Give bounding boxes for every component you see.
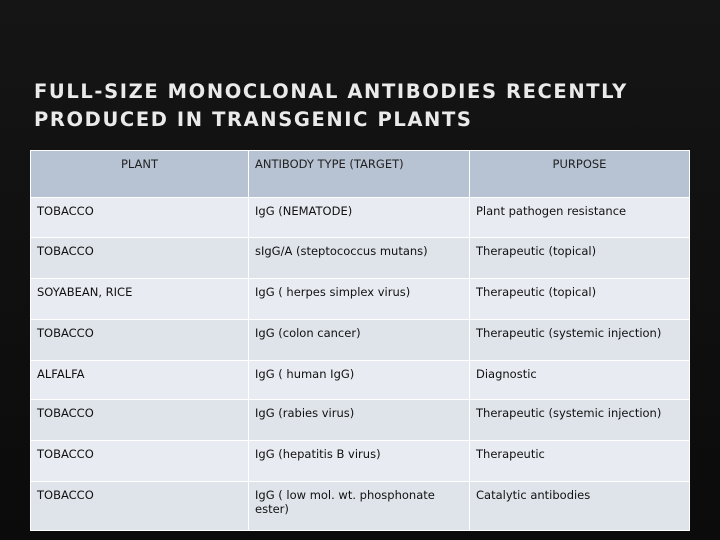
- cell-antibody: IgG ( herpes simplex virus): [249, 279, 470, 320]
- cell-plant: TOBACCO: [31, 441, 249, 482]
- table-row: [31, 198, 690, 238]
- cell-antibody: IgG ( low mol. wt. phosphonate ester): [249, 482, 470, 531]
- cell-purpose: Therapeutic (systemic injection): [470, 320, 690, 361]
- cell-plant: TOBACCO: [31, 482, 249, 531]
- cell-plant: TOBACCO: [31, 238, 249, 279]
- cell-purpose: Therapeutic (topical): [470, 279, 690, 320]
- cell-purpose: Diagnostic: [470, 361, 690, 400]
- table-row: [31, 361, 690, 400]
- header-plant: PLANT: [31, 151, 249, 198]
- cell-purpose: Catalytic antibodies: [470, 482, 690, 531]
- slide-title: [34, 78, 694, 134]
- header-antibody-type: ANTIBODY TYPE (TARGET): [249, 151, 470, 198]
- cell-purpose: Therapeutic: [470, 441, 690, 482]
- cell-plant: TOBACCO: [31, 400, 249, 441]
- table-row: [31, 320, 690, 361]
- table-row: [31, 441, 690, 482]
- table-row: [31, 238, 690, 279]
- cell-antibody: IgG (hepatitis B virus): [249, 441, 470, 482]
- slide-title-line-2: PRODUCED IN TRANSGENIC PLANTS: [34, 108, 473, 131]
- antibody-table: [30, 150, 690, 531]
- cell-antibody: IgG (rabies virus): [249, 400, 470, 441]
- table-header-row: [31, 151, 690, 198]
- table-row: [31, 482, 690, 531]
- cell-antibody: sIgG/A (steptococcus mutans): [249, 238, 470, 279]
- cell-antibody: IgG (NEMATODE): [249, 198, 470, 238]
- cell-plant: SOYABEAN, RICE: [31, 279, 249, 320]
- table-row: [31, 279, 690, 320]
- cell-purpose: Plant pathogen resistance: [470, 198, 690, 238]
- cell-plant: ALFALFA: [31, 361, 249, 400]
- table-row: [31, 400, 690, 441]
- cell-purpose: Therapeutic (systemic injection): [470, 400, 690, 441]
- cell-antibody: IgG (colon cancer): [249, 320, 470, 361]
- header-purpose: PURPOSE: [470, 151, 690, 198]
- cell-plant: TOBACCO: [31, 198, 249, 238]
- cell-plant: TOBACCO: [31, 320, 249, 361]
- cell-antibody: IgG ( human IgG): [249, 361, 470, 400]
- cell-purpose: Therapeutic (topical): [470, 238, 690, 279]
- slide-title-line-1: FULL-SIZE MONOCLONAL ANTIBODIES RECENTLY: [34, 80, 628, 103]
